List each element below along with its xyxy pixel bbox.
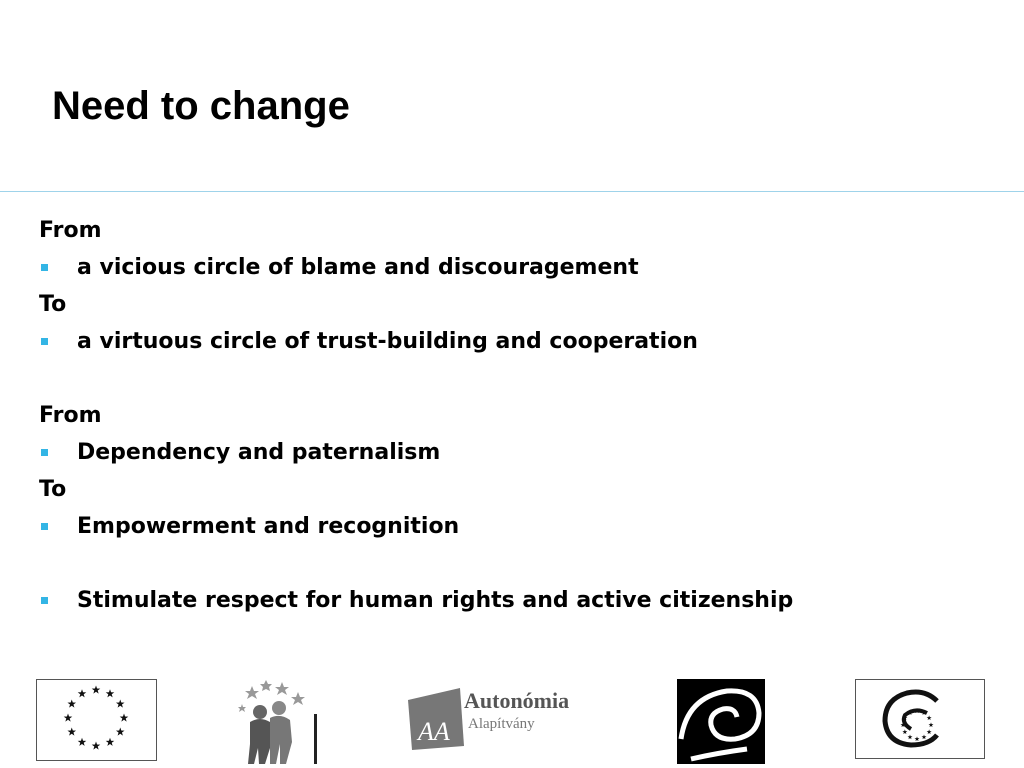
bullet-item xyxy=(39,508,999,545)
autonomia-sub: Alapítvány xyxy=(468,716,535,732)
autonomia-logo xyxy=(406,686,582,752)
logo-strip xyxy=(0,676,1024,768)
people-stars-logo xyxy=(232,678,320,764)
bullet-marker xyxy=(41,523,48,530)
bullet-text: a vicious circle of blame and discouragement xyxy=(77,255,639,280)
eu-flag-logo xyxy=(36,679,157,761)
bullet-item xyxy=(39,323,999,360)
slide-body xyxy=(39,212,999,619)
bullet-text: Empowerment and recognition xyxy=(77,514,460,539)
section-label: To xyxy=(39,292,67,317)
autonomia-mark: AA xyxy=(418,717,450,746)
bullet-marker xyxy=(41,264,48,271)
spacer xyxy=(39,360,999,397)
council-of-europe-logo xyxy=(855,679,985,759)
section-label: From xyxy=(39,218,102,243)
autonomia-name: Autonómia xyxy=(464,688,570,713)
bullet-item xyxy=(39,434,999,471)
section-label: From xyxy=(39,403,102,428)
spacer xyxy=(39,545,999,582)
title-divider xyxy=(0,191,1024,192)
bullet-text: Stimulate respect for human rights and active citizenship xyxy=(77,588,794,613)
bullet-marker xyxy=(41,597,48,604)
bullet-text: Dependency and paternalism xyxy=(77,440,441,465)
spiral-logo xyxy=(677,679,765,764)
bullet-item xyxy=(39,249,999,286)
bullet-text: a virtuous circle of trust-building and cooperation xyxy=(77,329,698,354)
bullet-marker xyxy=(41,449,48,456)
bullet-item xyxy=(39,582,999,619)
bullet-marker xyxy=(41,338,48,345)
slide-title: Need to change xyxy=(52,84,350,128)
section-label: To xyxy=(39,477,67,502)
